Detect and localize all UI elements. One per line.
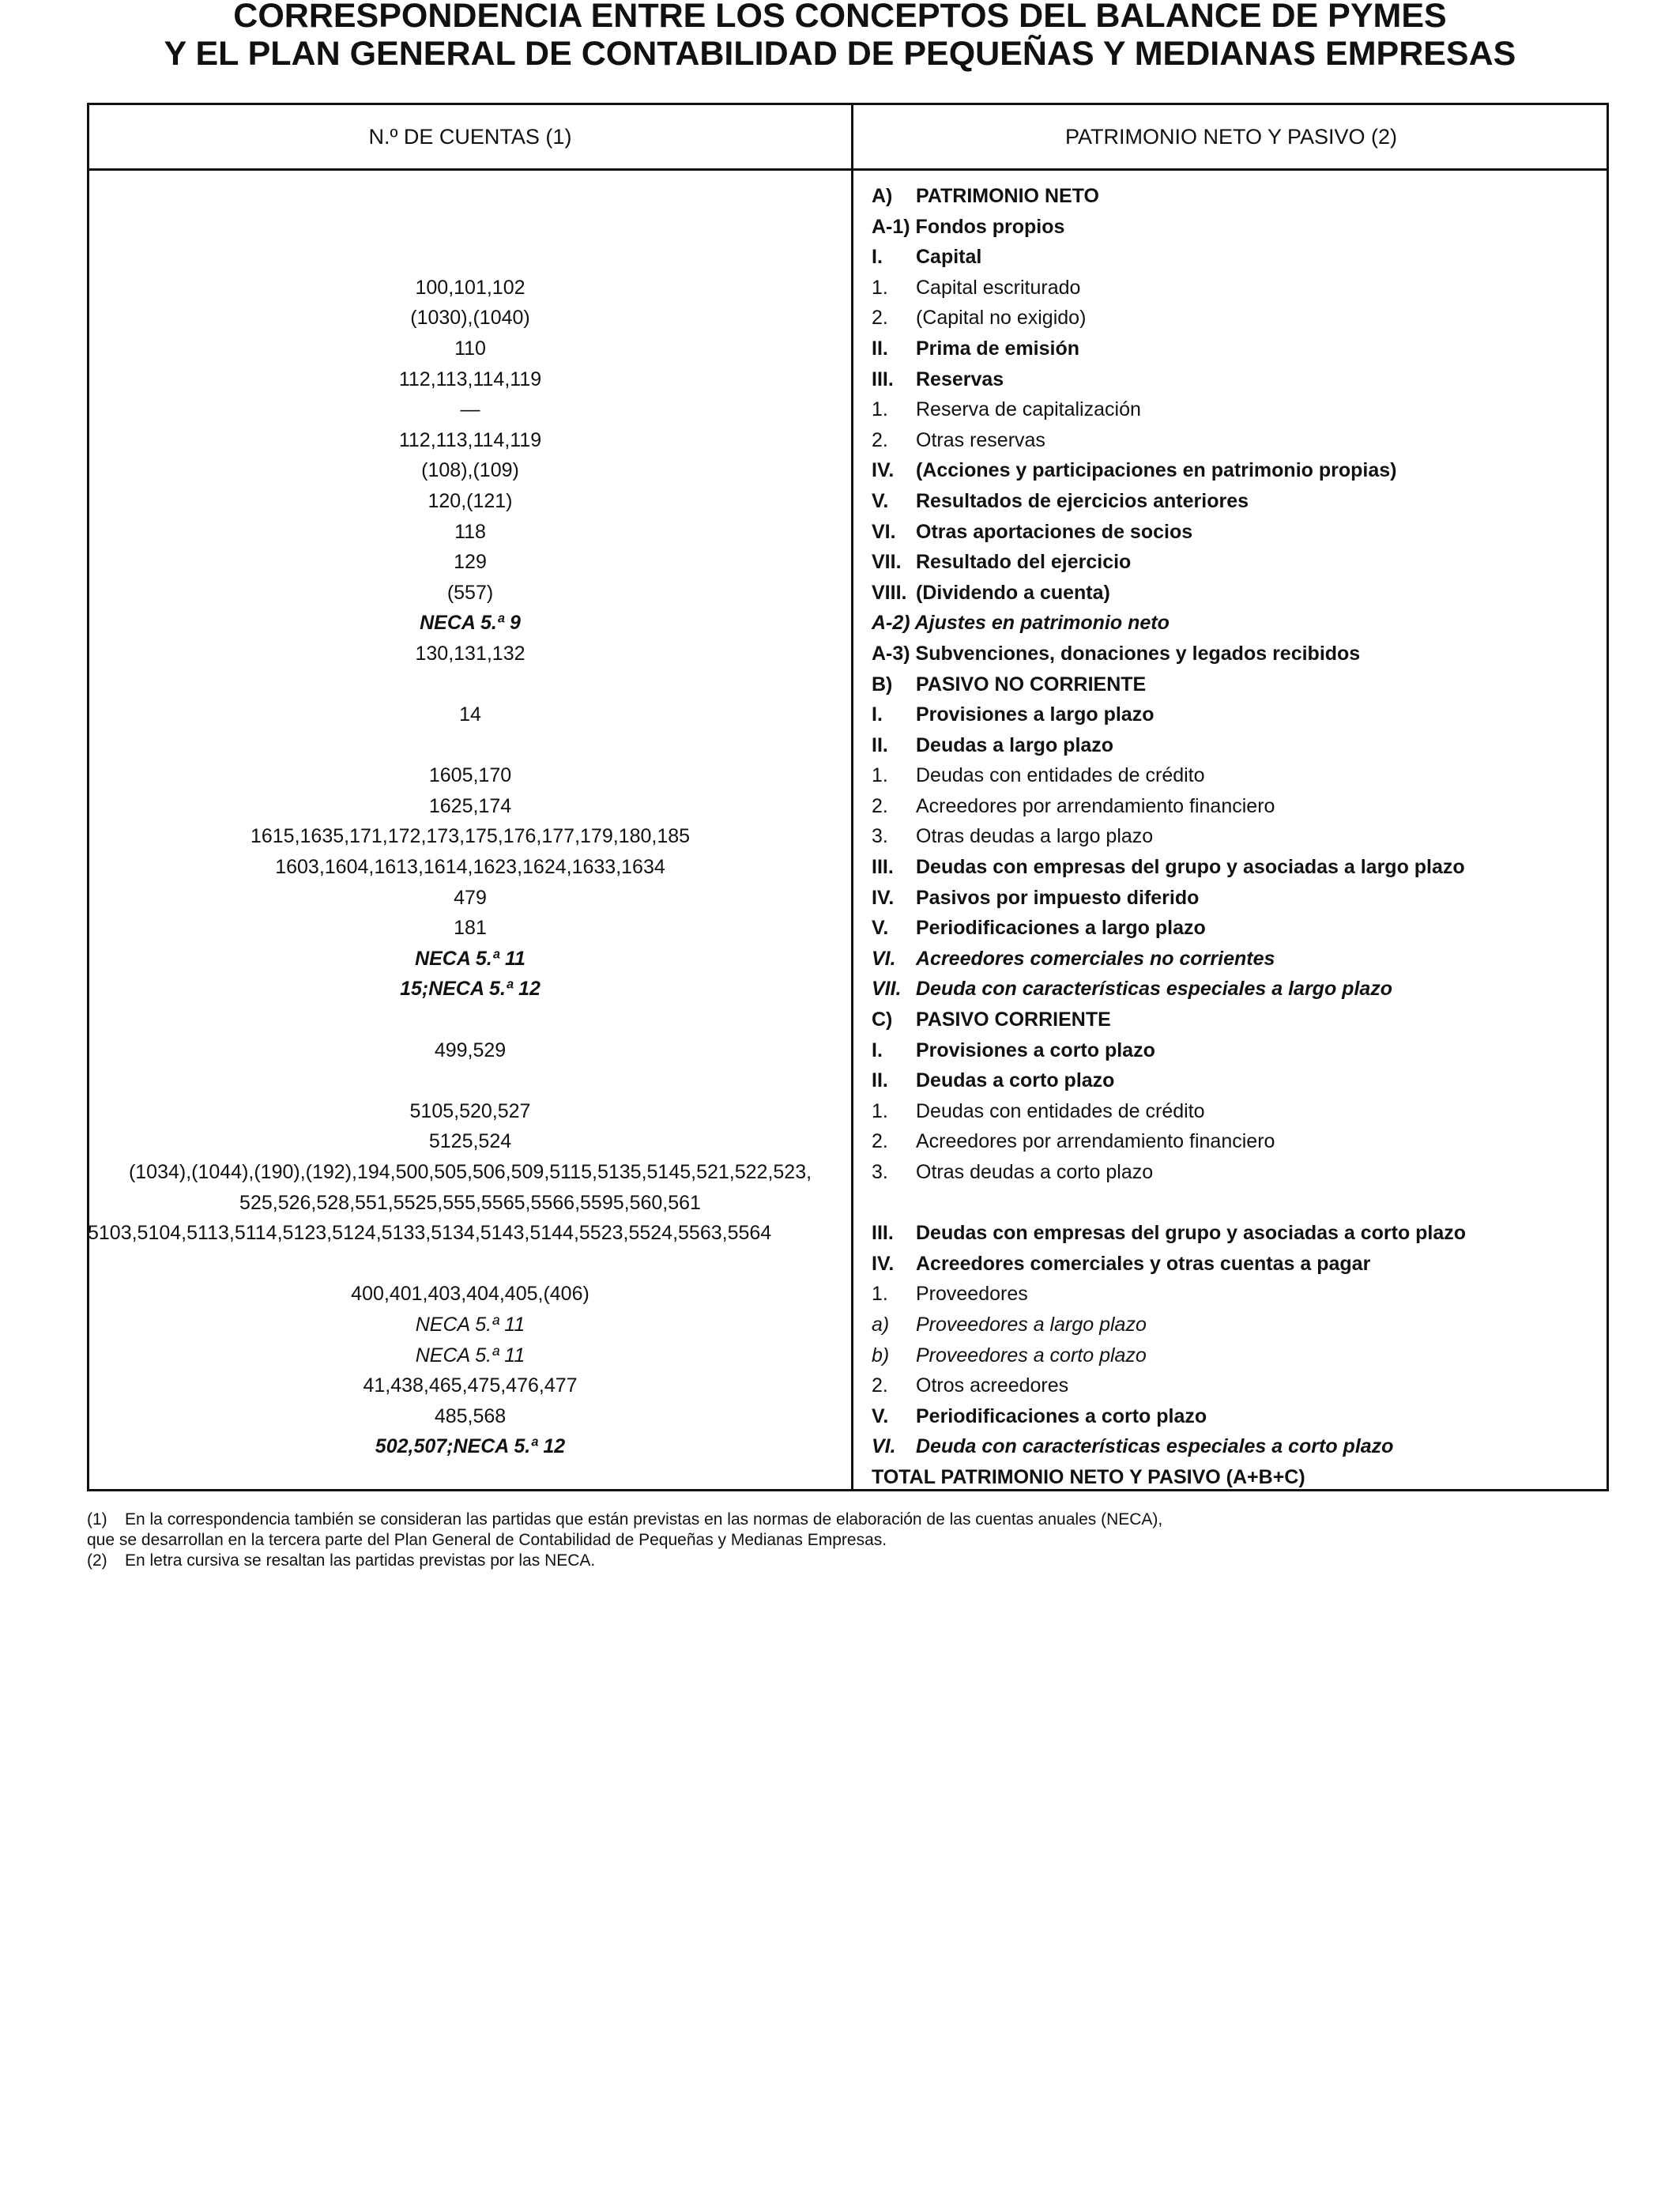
- concept-label: Otras deudas a corto plazo: [916, 1161, 1154, 1183]
- account-numbers: 1615,1635,171,172,173,175,176,177,179,180,185: [250, 825, 691, 848]
- table-row: [89, 578, 1607, 609]
- footnote-text: que se desarrollan en la tercera parte del Plan General de Contabilidad de Pequeñas y Medianas Empresas.: [87, 1531, 887, 1549]
- concept-label: Pasivos por impuesto diferido: [916, 886, 1200, 909]
- concept-label: A-3) Subvenciones, donaciones y legados recibidos: [872, 642, 1361, 665]
- account-numbers: 485,568: [434, 1404, 507, 1427]
- concept-number: 1.: [872, 398, 888, 421]
- account-numbers: 5125,524: [428, 1130, 512, 1153]
- account-numbers: 112,113,114,119: [398, 368, 542, 390]
- table-row: [89, 1035, 1607, 1066]
- table-row: [89, 669, 1607, 700]
- table-row: [89, 1401, 1607, 1432]
- concept-label: Reservas: [916, 368, 1004, 390]
- correspondence-table: [87, 103, 1609, 1491]
- concept-label: (Dividendo a cuenta): [916, 581, 1110, 604]
- concept-label: A-2) Ajustes en patrimonio neto: [872, 612, 1170, 635]
- concept-label: Acreedores por arrendamiento financiero: [916, 1130, 1275, 1153]
- concept-label: (Capital no exigido): [916, 307, 1087, 330]
- table-row: [89, 699, 1607, 730]
- account-numbers: 502,507;NECA 5.ª 12: [375, 1435, 566, 1458]
- concept-number: 1.: [872, 1099, 888, 1122]
- account-numbers: 129: [454, 551, 487, 574]
- table-row: [89, 486, 1607, 517]
- account-numbers: NECA 5.ª 11: [415, 947, 525, 970]
- account-numbers: 15;NECA 5.ª 12: [400, 978, 541, 1001]
- account-numbers: 110: [454, 337, 486, 360]
- table-row: [89, 1005, 1607, 1035]
- table-row: [89, 181, 1607, 212]
- table-row: [89, 639, 1607, 669]
- concept-number: IV.: [872, 459, 895, 482]
- table-row: [89, 1065, 1607, 1096]
- table-row: [89, 1370, 1607, 1401]
- account-numbers: 118: [454, 520, 486, 543]
- account-numbers: (1030),(1040): [410, 307, 530, 330]
- concept-label: Resultados de ejercicios anteriores: [916, 489, 1249, 512]
- concept-label: Deudas con empresas del grupo y asociadas a largo plazo: [916, 856, 1465, 879]
- concept-number: II.: [872, 1069, 888, 1092]
- concept-label: Proveedores a largo plazo: [916, 1313, 1147, 1336]
- concept-label: Deudas con empresas del grupo y asociadas a corto plazo: [916, 1222, 1467, 1245]
- account-numbers: 1605,170: [428, 764, 512, 787]
- concept-number: 2.: [872, 1130, 888, 1153]
- account-numbers: 100,101,102: [415, 276, 525, 299]
- concept-label: Otros acreedores: [916, 1374, 1069, 1397]
- footnote-text: En letra cursiva se resaltan las partidas previstas por las NECA.: [125, 1551, 596, 1570]
- concept-number: V.: [872, 489, 889, 512]
- table-body: [89, 181, 1607, 1493]
- concept-label: Capital escriturado: [916, 276, 1081, 299]
- table-row: [89, 1188, 1607, 1219]
- concept-number: II.: [872, 733, 888, 756]
- concept-label: Proveedores a corto plazo: [916, 1344, 1147, 1367]
- concept-number: A): [872, 185, 893, 207]
- table-row: [89, 821, 1607, 852]
- header-divider: [89, 168, 1607, 171]
- account-numbers: 14: [459, 703, 481, 726]
- concept-number: II.: [872, 337, 888, 360]
- account-numbers: 181: [454, 917, 487, 940]
- account-numbers: 499,529: [434, 1039, 507, 1061]
- concept-label: Acreedores comerciales no corrientes: [916, 947, 1275, 970]
- concept-number: IV.: [872, 886, 895, 909]
- concept-label: Provisiones a largo plazo: [916, 703, 1155, 726]
- table-row: [89, 730, 1607, 761]
- concept-label: PASIVO CORRIENTE: [916, 1008, 1111, 1031]
- concept-number: a): [872, 1313, 890, 1336]
- account-numbers: —: [460, 398, 480, 421]
- concept-label: Otras aportaciones de socios: [916, 520, 1193, 543]
- concept-number: 2.: [872, 1374, 888, 1397]
- account-numbers: NECA 5.ª 11: [415, 1344, 525, 1367]
- concept-label: Acreedores comerciales y otras cuentas a pagar: [916, 1252, 1371, 1275]
- concept-number: VII.: [872, 551, 902, 574]
- header-accounts: N.º DE CUENTAS (1): [368, 125, 572, 149]
- concept-number: III.: [872, 1222, 894, 1245]
- concept-number: VI.: [872, 947, 896, 970]
- table-row: [89, 212, 1607, 243]
- footnote-number: (1): [87, 1510, 107, 1529]
- table-row: [89, 242, 1607, 273]
- concept-number: VIII.: [872, 581, 907, 604]
- table-row: [89, 1340, 1607, 1371]
- concept-number: III.: [872, 856, 894, 879]
- account-numbers: 120,(121): [428, 489, 513, 512]
- account-numbers: 1603,1604,1613,1614,1623,1624,1633,1634: [275, 856, 665, 879]
- footnote: [87, 1510, 1162, 1530]
- concept-number: 1.: [872, 764, 888, 787]
- concept-label: Proveedores: [916, 1283, 1028, 1306]
- concept-label: TOTAL PATRIMONIO NETO Y PASIVO (A+B+C): [872, 1465, 1305, 1488]
- concept-label: Reserva de capitalización: [916, 398, 1141, 421]
- footnote: [87, 1551, 1162, 1571]
- table-row: [89, 1431, 1607, 1462]
- footnote-number: (2): [87, 1551, 107, 1570]
- table-row: [89, 1310, 1607, 1340]
- concept-label: Otras reservas: [916, 428, 1045, 451]
- table-row: [89, 455, 1607, 486]
- concept-number: V.: [872, 917, 889, 940]
- concept-label: Deudas a largo plazo: [916, 733, 1114, 756]
- concept-label: A-1) Fondos propios: [872, 215, 1065, 238]
- concept-number: I.: [872, 1039, 883, 1061]
- table-row: [89, 1462, 1607, 1493]
- footnotes: [87, 1510, 1162, 1571]
- account-numbers: 5103,5104,5113,5114,5123,5124,5133,5134,5143,5144,5523,5524,5563,5564: [88, 1222, 772, 1245]
- title-line-2: Y EL PLAN GENERAL DE CONTABILIDAD DE PEQUEÑAS Y MEDIANAS EMPRESAS: [164, 35, 1516, 73]
- title-line-1: CORRESPONDENCIA ENTRE LOS CONCEPTOS DEL BALANCE DE PYMES: [233, 0, 1447, 35]
- concept-number: III.: [872, 368, 894, 390]
- concept-number: 2.: [872, 794, 888, 817]
- concept-label: Prima de emisión: [916, 337, 1080, 360]
- table-row: [89, 517, 1607, 548]
- concept-label: Provisiones a corto plazo: [916, 1039, 1155, 1061]
- concept-number: 3.: [872, 1161, 888, 1183]
- table-row: [89, 364, 1607, 395]
- concept-number: 2.: [872, 428, 888, 451]
- account-numbers: (1034),(1044),(190),(192),194,500,505,506,509,5115,5135,5145,521,522,523,: [128, 1161, 812, 1183]
- concept-label: Deudas con entidades de crédito: [916, 1099, 1205, 1122]
- concept-number: VII.: [872, 978, 902, 1001]
- concept-label: Deuda con características especiales a corto plazo: [916, 1435, 1394, 1458]
- account-numbers: 130,131,132: [415, 642, 525, 665]
- concept-number: B): [872, 673, 893, 696]
- account-numbers: (557): [446, 581, 494, 604]
- table-row: [89, 791, 1607, 822]
- concept-number: V.: [872, 1404, 889, 1427]
- concept-number: 2.: [872, 307, 888, 330]
- table-row: [89, 1218, 1607, 1249]
- account-numbers: NECA 5.ª 11: [415, 1313, 525, 1336]
- concept-number: IV.: [872, 1252, 895, 1275]
- concept-label: Periodificaciones a corto plazo: [916, 1404, 1207, 1427]
- footnote: [87, 1530, 1162, 1551]
- table-row: [89, 944, 1607, 974]
- table-row: [89, 394, 1607, 425]
- table-row: [89, 760, 1607, 791]
- concept-label: Deudas con entidades de crédito: [916, 764, 1205, 787]
- table-row: [89, 547, 1607, 578]
- table-row: [89, 425, 1607, 456]
- table-row: [89, 334, 1607, 364]
- concept-label: Resultado del ejercicio: [916, 551, 1132, 574]
- concept-number: b): [872, 1344, 890, 1367]
- concept-label: Periodificaciones a largo plazo: [916, 917, 1206, 940]
- footnote-text: En la correspondencia también se consideran las partidas que están previstas en las normas de elaboración de las cuentas anuales (NECA),: [125, 1510, 1163, 1529]
- account-numbers: 112,113,114,119: [398, 428, 542, 451]
- account-numbers: 525,526,528,551,5525,555,5565,5566,5595,560,561: [239, 1191, 701, 1214]
- concept-number: VI.: [872, 1435, 896, 1458]
- account-numbers: NECA 5.ª 9: [420, 612, 521, 635]
- concept-label: (Acciones y participaciones en patrimonio propias): [916, 459, 1397, 482]
- concept-number: VI.: [872, 520, 896, 543]
- table-row: [89, 852, 1607, 883]
- concept-number: I.: [872, 246, 883, 269]
- table-row: [89, 1249, 1607, 1280]
- document-title: [0, 0, 1680, 73]
- concept-label: Acreedores por arrendamiento financiero: [916, 794, 1275, 817]
- table-row: [89, 273, 1607, 303]
- account-numbers: 5105,520,527: [409, 1099, 531, 1122]
- table-row: [89, 303, 1607, 334]
- concept-label: Deudas a corto plazo: [916, 1069, 1115, 1092]
- concept-number: I.: [872, 703, 883, 726]
- concept-number: C): [872, 1008, 893, 1031]
- table-row: [89, 1157, 1607, 1188]
- table-row: [89, 974, 1607, 1005]
- concept-label: PASIVO NO CORRIENTE: [916, 673, 1147, 696]
- table-row: [89, 1279, 1607, 1310]
- concept-label: PATRIMONIO NETO: [916, 185, 1099, 207]
- account-numbers: 400,401,403,404,405,(406): [351, 1283, 590, 1306]
- concept-number: 1.: [872, 276, 888, 299]
- header-concept: PATRIMONIO NETO Y PASIVO (2): [1064, 125, 1398, 149]
- concept-label: Deuda con características especiales a largo plazo: [916, 978, 1393, 1001]
- table-row: [89, 608, 1607, 639]
- concept-label: Capital: [916, 246, 982, 269]
- table-row: [89, 1096, 1607, 1127]
- concept-number: 3.: [872, 825, 888, 848]
- table-row: [89, 883, 1607, 914]
- account-numbers: 479: [454, 886, 487, 909]
- account-numbers: (108),(109): [421, 459, 519, 482]
- concept-label: Otras deudas a largo plazo: [916, 825, 1154, 848]
- concept-number: 1.: [872, 1283, 888, 1306]
- account-numbers: 41,438,465,475,476,477: [363, 1374, 578, 1397]
- table-row: [89, 913, 1607, 944]
- table-row: [89, 1126, 1607, 1157]
- account-numbers: 1625,174: [428, 794, 512, 817]
